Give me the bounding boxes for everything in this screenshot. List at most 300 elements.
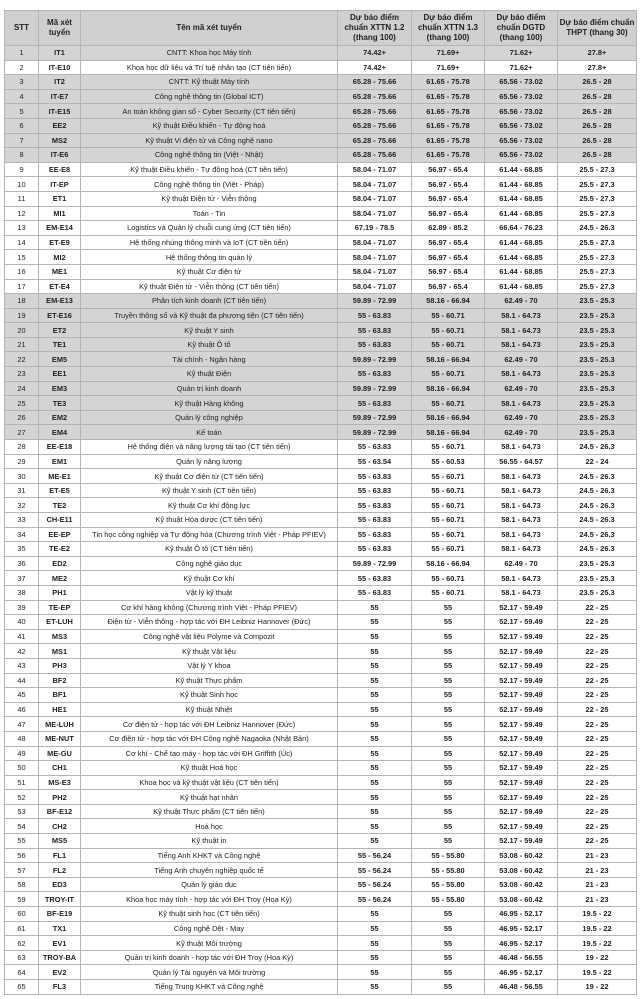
table-row [5,323,637,338]
table-row [5,410,637,425]
row-score-xttn-1-2: 55 - 63.83 [338,527,412,542]
row-score-dgtd: 65.56 - 73.02 [485,104,558,119]
row-score-xttn-1-2: 55 [338,819,412,834]
row-stt: 22 [5,352,39,367]
row-code: IT2 [39,75,81,90]
row-code: ED2 [39,556,81,571]
row-score-xttn-1-2: 74.42+ [338,60,412,75]
row-score-xttn-1-3: 55 - 60.71 [412,367,485,382]
row-score-xttn-1-2: 55 [338,907,412,922]
row-score-xttn-1-2: 55 - 63.54 [338,454,412,469]
row-name: Kỹ thuật Cơ điện tử (CT tiên tiến) [81,469,338,484]
row-score-dgtd: 46.95 - 52.17 [485,907,558,922]
row-name: Hệ thống điện và năng lượng tái tạo (CT tiên tiến) [81,440,338,455]
header-name: Tên mã xét tuyển [81,11,338,46]
row-name: Kỹ thuật Cơ khí động lực [81,498,338,513]
row-stt: 58 [5,877,39,892]
row-name: CNTT: Kỹ thuật Máy tính [81,75,338,90]
header-dgtd: Dự báo điểm chuẩn DGTD (thang 100) [485,11,558,46]
row-name: Kỹ thuật Điều khiển - Tự động hoá (CT tiên tiến) [81,162,338,177]
row-score-thpt: 21 - 23 [558,892,637,907]
row-stt: 27 [5,425,39,440]
row-score-dgtd: 58.1 - 64.73 [485,571,558,586]
row-name: Kỹ thuật Sinh học [81,688,338,703]
row-score-xttn-1-2: 55 [338,644,412,659]
row-score-dgtd: 62.49 - 70 [485,556,558,571]
row-score-thpt: 25.5 - 27.3 [558,250,637,265]
admission-score-table [4,10,637,995]
row-stt: 39 [5,600,39,615]
row-stt: 20 [5,323,39,338]
row-score-xttn-1-2: 55 - 63.83 [338,483,412,498]
row-score-thpt: 22 - 25 [558,761,637,776]
row-score-dgtd: 53.08 - 60.42 [485,892,558,907]
row-score-xttn-1-2: 55 - 63.83 [338,498,412,513]
row-score-thpt: 22 - 25 [558,775,637,790]
row-stt: 42 [5,644,39,659]
row-score-xttn-1-3: 56.97 - 65.4 [412,177,485,192]
row-score-dgtd: 65.56 - 73.02 [485,89,558,104]
row-stt: 5 [5,104,39,119]
table-row [5,483,637,498]
table-row [5,658,637,673]
row-code: IT1 [39,46,81,61]
row-name: Điện tử - Viễn thông - hợp tác với ĐH Leibniz Hannover (Đức) [81,615,338,630]
row-code: CH1 [39,761,81,776]
table-row [5,834,637,849]
row-score-xttn-1-3: 55 - 60.71 [412,585,485,600]
row-stt: 64 [5,965,39,980]
row-code: ME-LUH [39,717,81,732]
table-row [5,162,637,177]
row-score-xttn-1-3: 61.65 - 75.78 [412,148,485,163]
row-score-dgtd: 62.49 - 70 [485,294,558,309]
row-score-xttn-1-2: 59.89 - 72.99 [338,294,412,309]
row-score-xttn-1-2: 55 [338,921,412,936]
row-name: Công nghệ Dệt - May [81,921,338,936]
row-score-xttn-1-3: 55 - 60.71 [412,527,485,542]
row-name: Kỹ thuật Hoá học [81,761,338,776]
row-score-dgtd: 52.17 - 59.49 [485,775,558,790]
row-score-xttn-1-3: 55 - 60.71 [412,513,485,528]
row-score-thpt: 26.5 - 28 [558,104,637,119]
row-score-xttn-1-2: 65.28 - 75.66 [338,104,412,119]
row-score-xttn-1-3: 55 [412,790,485,805]
row-score-thpt: 19 - 22 [558,980,637,995]
row-code: BF-E19 [39,907,81,922]
table-row [5,440,637,455]
row-stt: 26 [5,410,39,425]
table-row [5,950,637,965]
table-row [5,308,637,323]
row-score-dgtd: 46.48 - 56.55 [485,980,558,995]
row-score-xttn-1-2: 67.19 - 78.5 [338,221,412,236]
row-score-xttn-1-2: 58.04 - 71.07 [338,250,412,265]
row-score-thpt: 22 - 25 [558,673,637,688]
table-row [5,337,637,352]
row-stt: 6 [5,118,39,133]
row-score-xttn-1-3: 55 - 60.71 [412,483,485,498]
row-stt: 59 [5,892,39,907]
row-score-dgtd: 58.1 - 64.73 [485,308,558,323]
row-score-thpt: 26.5 - 28 [558,118,637,133]
row-score-xttn-1-3: 55 - 60.71 [412,571,485,586]
row-code: IT-EP [39,177,81,192]
header-xttn-1-2: Dự báo điểm chuẩn XTTN 1.2 (thang 100) [338,11,412,46]
row-code: MI1 [39,206,81,221]
row-score-dgtd: 52.17 - 59.49 [485,834,558,849]
table-row [5,775,637,790]
row-score-dgtd: 61.44 - 68.85 [485,162,558,177]
row-score-xttn-1-2: 55 [338,950,412,965]
row-stt: 61 [5,921,39,936]
row-score-xttn-1-3: 55 [412,615,485,630]
row-score-xttn-1-2: 58.04 - 71.07 [338,177,412,192]
row-score-thpt: 26.5 - 28 [558,133,637,148]
row-score-thpt: 22 - 24 [558,454,637,469]
row-stt: 28 [5,440,39,455]
table-row [5,75,637,90]
row-name: Kế toán [81,425,338,440]
table-row [5,148,637,163]
table-row [5,877,637,892]
row-score-thpt: 23.5 - 25.3 [558,337,637,352]
row-score-xttn-1-3: 55 [412,819,485,834]
row-name: Tin học công nghiệp và Tự động hóa (Chương trình Việt - Pháp PFIEV) [81,527,338,542]
row-score-thpt: 25.5 - 27.3 [558,279,637,294]
row-score-thpt: 25.5 - 27.3 [558,206,637,221]
row-name: Kỹ thuật Điện tử - Viễn thông [81,191,338,206]
row-score-dgtd: 58.1 - 64.73 [485,585,558,600]
row-score-xttn-1-2: 55 - 63.83 [338,571,412,586]
table-row [5,133,637,148]
row-score-thpt: 23.5 - 25.3 [558,323,637,338]
row-code: ME-E1 [39,469,81,484]
table-row [5,352,637,367]
table-row [5,104,637,119]
row-stt: 65 [5,980,39,995]
row-score-thpt: 25.5 - 27.3 [558,177,637,192]
row-score-dgtd: 52.17 - 59.49 [485,629,558,644]
table-row [5,454,637,469]
row-score-thpt: 22 - 25 [558,600,637,615]
table-row [5,673,637,688]
row-name: Hoá học [81,819,338,834]
row-name: Cơ điện tử - hợp tác với ĐH Leibniz Hannover (Đức) [81,717,338,732]
row-name: Khoa học dữ liệu và Trí tuệ nhân tạo (CT tiên tiến) [81,60,338,75]
row-code: ET1 [39,191,81,206]
table-row [5,804,637,819]
row-score-xttn-1-2: 55 [338,673,412,688]
table-row [5,250,637,265]
row-name: Công nghệ vật liệu Polyme và Compozit [81,629,338,644]
row-code: EV1 [39,936,81,951]
row-stt: 31 [5,483,39,498]
row-code: ED3 [39,877,81,892]
row-stt: 63 [5,950,39,965]
row-stt: 50 [5,761,39,776]
table-row [5,46,637,61]
row-score-xttn-1-3: 56.97 - 65.4 [412,250,485,265]
row-stt: 4 [5,89,39,104]
row-score-thpt: 24.5 - 26.3 [558,221,637,236]
row-stt: 10 [5,177,39,192]
row-score-thpt: 24.5 - 26.3 [558,498,637,513]
row-score-xttn-1-3: 58.16 - 66.94 [412,294,485,309]
row-score-xttn-1-3: 55 [412,907,485,922]
row-score-xttn-1-3: 61.65 - 75.78 [412,118,485,133]
table-row [5,731,637,746]
row-score-xttn-1-2: 55 - 63.83 [338,585,412,600]
row-code: BF1 [39,688,81,703]
row-score-xttn-1-3: 61.65 - 75.78 [412,75,485,90]
table-header [5,11,637,46]
row-score-xttn-1-3: 55 [412,950,485,965]
table-row [5,702,637,717]
row-stt: 16 [5,264,39,279]
row-score-dgtd: 56.55 - 64.57 [485,454,558,469]
row-score-dgtd: 66.64 - 76.23 [485,221,558,236]
row-stt: 8 [5,148,39,163]
row-score-xttn-1-3: 62.89 - 85.2 [412,221,485,236]
row-stt: 41 [5,629,39,644]
row-score-xttn-1-3: 56.97 - 65.4 [412,162,485,177]
table-row [5,235,637,250]
row-stt: 47 [5,717,39,732]
row-code: CH-E11 [39,513,81,528]
table-row [5,191,637,206]
row-score-thpt: 22 - 25 [558,819,637,834]
table-row [5,965,637,980]
row-code: ET-LUH [39,615,81,630]
row-score-xttn-1-2: 55 [338,804,412,819]
row-name: Kỹ thuật Điều khiển - Tự động hoá [81,118,338,133]
table-row [5,629,637,644]
row-name: Kỹ thuật in [81,834,338,849]
row-score-xttn-1-3: 56.97 - 65.4 [412,235,485,250]
row-score-dgtd: 61.44 - 68.85 [485,235,558,250]
row-score-dgtd: 65.56 - 73.02 [485,118,558,133]
row-score-xttn-1-3: 55 - 60.71 [412,396,485,411]
row-score-dgtd: 52.17 - 59.49 [485,746,558,761]
row-name: Công nghệ thông tin (Việt - Nhật) [81,148,338,163]
row-score-xttn-1-3: 55 [412,644,485,659]
row-score-thpt: 24.5 - 26.3 [558,483,637,498]
row-name: Quản lý Tài nguyên và Môi trường [81,965,338,980]
row-stt: 44 [5,673,39,688]
row-score-dgtd: 46.95 - 52.17 [485,965,558,980]
row-score-dgtd: 58.1 - 64.73 [485,367,558,382]
row-score-dgtd: 61.44 - 68.85 [485,279,558,294]
row-score-xttn-1-3: 55 [412,688,485,703]
row-score-thpt: 22 - 25 [558,688,637,703]
row-stt: 11 [5,191,39,206]
row-name: Kỹ thuật Điện tử - Viễn thông (CT tiên tiến) [81,279,338,294]
row-score-xttn-1-3: 55 [412,658,485,673]
row-score-xttn-1-3: 55 [412,717,485,732]
row-name: Kỹ thuật Hàng không [81,396,338,411]
row-score-xttn-1-3: 55 - 55.80 [412,877,485,892]
row-score-thpt: 25.5 - 27.3 [558,264,637,279]
row-score-xttn-1-2: 55 - 63.83 [338,440,412,455]
row-score-dgtd: 58.1 - 64.73 [485,337,558,352]
row-code: EM3 [39,381,81,396]
row-stt: 60 [5,907,39,922]
row-score-xttn-1-3: 56.97 - 65.4 [412,264,485,279]
row-code: PH1 [39,585,81,600]
row-score-xttn-1-3: 55 [412,673,485,688]
row-score-thpt: 23.5 - 25.3 [558,556,637,571]
row-name: Vật lý kỹ thuật [81,585,338,600]
row-score-xttn-1-2: 55 [338,790,412,805]
row-name: Công nghệ giáo dục [81,556,338,571]
row-name: Kỹ thuật sinh học (CT tiên tiến) [81,907,338,922]
row-score-dgtd: 58.1 - 64.73 [485,483,558,498]
row-code: MS3 [39,629,81,644]
row-score-dgtd: 61.44 - 68.85 [485,250,558,265]
row-score-xttn-1-3: 61.65 - 75.78 [412,133,485,148]
row-score-dgtd: 65.56 - 73.02 [485,148,558,163]
row-stt: 52 [5,790,39,805]
row-score-thpt: 19.5 - 22 [558,965,637,980]
row-score-xttn-1-2: 55 - 56.24 [338,848,412,863]
row-score-thpt: 19.5 - 22 [558,921,637,936]
row-code: ME-GU [39,746,81,761]
row-score-dgtd: 58.1 - 64.73 [485,542,558,557]
row-score-xttn-1-3: 55 [412,936,485,951]
table-row [5,381,637,396]
row-score-xttn-1-2: 55 [338,936,412,951]
row-score-xttn-1-3: 55 - 55.80 [412,892,485,907]
row-code: MS-E3 [39,775,81,790]
row-score-thpt: 23.5 - 25.3 [558,571,637,586]
row-name: Kỹ thuật Vi điện tử và Công nghệ nano [81,133,338,148]
row-score-thpt: 19 - 22 [558,950,637,965]
row-score-xttn-1-2: 55 - 63.83 [338,323,412,338]
row-score-xttn-1-3: 55 [412,965,485,980]
row-score-thpt: 23.5 - 25.3 [558,308,637,323]
table-row [5,600,637,615]
row-score-dgtd: 58.1 - 64.73 [485,469,558,484]
table-row [5,60,637,75]
row-name: Công nghệ thông tin (Việt - Pháp) [81,177,338,192]
row-stt: 36 [5,556,39,571]
table-row [5,790,637,805]
row-score-xttn-1-2: 55 [338,702,412,717]
table-row [5,425,637,440]
row-score-thpt: 23.5 - 25.3 [558,367,637,382]
row-score-thpt: 19.5 - 22 [558,936,637,951]
row-score-xttn-1-3: 56.97 - 65.4 [412,191,485,206]
row-score-xttn-1-3: 58.16 - 66.94 [412,352,485,367]
row-stt: 9 [5,162,39,177]
row-name: Kỹ thuật Vật liệu [81,644,338,659]
row-score-thpt: 24.5 - 26.3 [558,513,637,528]
row-score-thpt: 22 - 25 [558,834,637,849]
row-score-xttn-1-2: 74.42+ [338,46,412,61]
table-row [5,513,637,528]
row-score-xttn-1-3: 55 [412,921,485,936]
table-row [5,367,637,382]
row-name: Kỹ thuật Cơ điện tử [81,264,338,279]
row-name: Khoa học máy tính - hợp tác với ĐH Troy (Hoa Kỳ) [81,892,338,907]
row-name: Phân tích kinh doanh (CT tiên tiến) [81,294,338,309]
row-score-xttn-1-2: 55 [338,629,412,644]
row-score-thpt: 21 - 23 [558,848,637,863]
row-score-dgtd: 52.17 - 59.49 [485,673,558,688]
row-score-xttn-1-3: 58.16 - 66.94 [412,381,485,396]
row-stt: 48 [5,731,39,746]
row-score-xttn-1-3: 55 - 60.71 [412,440,485,455]
row-code: TE-E2 [39,542,81,557]
row-score-xttn-1-3: 55 [412,702,485,717]
row-stt: 29 [5,454,39,469]
row-name: Kỹ thuật Thực phẩm [81,673,338,688]
row-score-xttn-1-2: 55 - 63.83 [338,469,412,484]
row-score-dgtd: 62.49 - 70 [485,352,558,367]
row-score-xttn-1-2: 55 [338,980,412,995]
row-code: ET-E16 [39,308,81,323]
row-code: EM2 [39,410,81,425]
table-row [5,688,637,703]
row-code: EM1 [39,454,81,469]
row-code: HE1 [39,702,81,717]
row-score-xttn-1-2: 58.04 - 71.07 [338,235,412,250]
row-code: ET-E5 [39,483,81,498]
row-score-xttn-1-2: 65.28 - 75.66 [338,118,412,133]
row-name: Công nghệ thông tin (Global ICT) [81,89,338,104]
row-score-thpt: 19.5 - 22 [558,907,637,922]
row-stt: 23 [5,367,39,382]
row-score-dgtd: 52.17 - 59.49 [485,790,558,805]
row-stt: 25 [5,396,39,411]
row-score-thpt: 24.5 - 26.3 [558,542,637,557]
row-score-dgtd: 61.44 - 68.85 [485,177,558,192]
row-score-xttn-1-2: 55 [338,731,412,746]
row-stt: 38 [5,585,39,600]
table-row [5,848,637,863]
row-score-thpt: 23.5 - 25.3 [558,294,637,309]
row-score-dgtd: 61.44 - 68.85 [485,264,558,279]
row-score-xttn-1-3: 55 - 60.71 [412,469,485,484]
row-score-xttn-1-3: 55 [412,746,485,761]
row-name: Kỹ thuật Cơ khí [81,571,338,586]
row-score-xttn-1-3: 55 - 60.71 [412,542,485,557]
row-name: Quản lý công nghiệp [81,410,338,425]
table-row [5,761,637,776]
row-score-thpt: 22 - 25 [558,717,637,732]
row-score-dgtd: 58.1 - 64.73 [485,498,558,513]
row-score-xttn-1-3: 55 [412,775,485,790]
row-name: Quản lý giáo dục [81,877,338,892]
row-stt: 1 [5,46,39,61]
row-code: TE-EP [39,600,81,615]
row-score-dgtd: 62.49 - 70 [485,410,558,425]
row-score-xttn-1-3: 61.65 - 75.78 [412,104,485,119]
row-code: BF2 [39,673,81,688]
row-code: MS5 [39,834,81,849]
table-row [5,863,637,878]
row-score-xttn-1-2: 55 [338,600,412,615]
row-stt: 19 [5,308,39,323]
row-name: Toán - Tin [81,206,338,221]
row-score-thpt: 22 - 25 [558,746,637,761]
row-score-xttn-1-3: 55 - 60.71 [412,308,485,323]
row-score-xttn-1-3: 58.16 - 66.94 [412,410,485,425]
row-stt: 40 [5,615,39,630]
row-score-xttn-1-3: 55 [412,629,485,644]
row-score-dgtd: 62.49 - 70 [485,425,558,440]
